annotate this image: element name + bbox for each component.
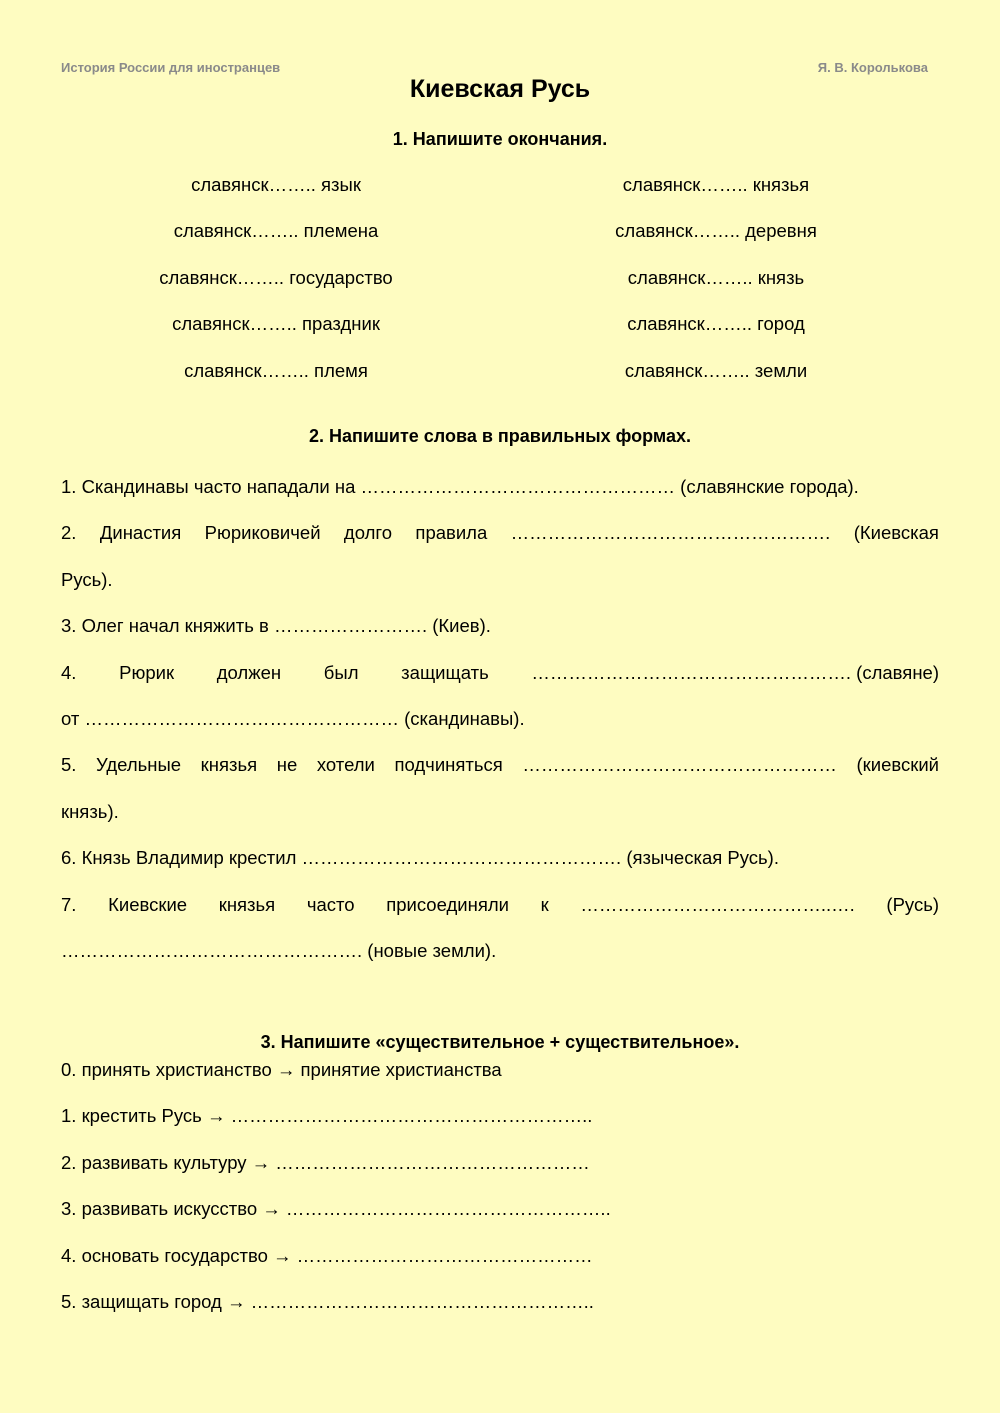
exercise-1-item: славянск…….. язык bbox=[191, 174, 361, 195]
word: был bbox=[323, 661, 359, 683]
word: Киевские bbox=[108, 893, 188, 915]
word: Рюриковичей bbox=[204, 522, 321, 544]
answer-blank: ……………………………………………. bbox=[510, 522, 831, 544]
word: 4. bbox=[61, 661, 77, 683]
answer-blank: ……………………………………………. (славяне) bbox=[531, 661, 939, 683]
page-title: Киевская Русь bbox=[409, 75, 591, 103]
word: к bbox=[540, 893, 549, 915]
exercise-3-item: 0. принять христианство → принятие христианства bbox=[61, 1059, 502, 1080]
sentence-4 bbox=[61, 660, 939, 706]
sentence-2-continuation: Русь). bbox=[61, 568, 113, 590]
word: (Русь) bbox=[886, 893, 939, 915]
word: подчиняться bbox=[394, 754, 503, 776]
exercise-1-right-column bbox=[476, 172, 956, 404]
word: Династия bbox=[99, 522, 182, 544]
exercise-2-heading: 2. Напишите слова в правильных формах. bbox=[308, 426, 692, 446]
exercise-1-heading: 1. Напишите окончания. bbox=[392, 129, 608, 149]
exercise-1-item: славянск…….. племя bbox=[184, 359, 368, 381]
word: правила bbox=[415, 522, 488, 544]
sentence-4-continuation: от …………………………………………… (скандинавы). bbox=[61, 707, 525, 729]
word: присоединяли bbox=[386, 893, 509, 915]
header-course-title: История России для иностранцев bbox=[61, 60, 281, 75]
word: защищать bbox=[401, 661, 489, 683]
exercise-3-item: 1. крестить Русь → ………………………………………………….. bbox=[61, 1105, 593, 1127]
word: 5. bbox=[61, 754, 77, 776]
exercise-3-item: 4. основать государство → ………………………………………… bbox=[61, 1244, 593, 1266]
word: (Киевская bbox=[853, 522, 939, 544]
word: хотели bbox=[316, 754, 375, 776]
sentence-7-continuation: …………………………………………. (новые земли). bbox=[61, 939, 497, 961]
word: долго bbox=[343, 522, 393, 544]
answer-blank: …………………………………..…. bbox=[580, 893, 855, 915]
exercise-1-item: славянск…….. племена bbox=[173, 220, 379, 242]
exercise-1-item: славянск…….. праздник bbox=[172, 313, 380, 335]
sentence-6: 6. Князь Владимир крестил ……………………………………………. (языческая Русь). bbox=[61, 847, 779, 869]
sentence-1: 1. Скандинавы часто нападали на …………………………………………… (славянские города). bbox=[61, 476, 859, 497]
word: не bbox=[276, 754, 298, 776]
word: Удельные bbox=[96, 754, 182, 776]
exercise-1-item: славянск…….. город bbox=[627, 313, 805, 335]
exercise-1-left-column bbox=[36, 172, 516, 404]
exercise-3-item: 3. развивать искусство → …………………………………………….. bbox=[61, 1198, 611, 1220]
exercise-3-item: 5. защищать город → ……………………………………………….. bbox=[61, 1290, 594, 1312]
sentence-7 bbox=[61, 892, 939, 938]
exercise-1-item: славянск…….. государство bbox=[159, 266, 393, 288]
exercise-3-heading: 3. Напишите «существительное + существительное». bbox=[260, 1032, 740, 1052]
sentence-3: 3. Олег начал княжить в ……………………. (Киев). bbox=[61, 615, 491, 637]
sentence-5 bbox=[61, 752, 939, 798]
word: князья bbox=[218, 893, 276, 915]
header-author: Я. В. Королькова bbox=[817, 60, 928, 75]
word: Рюрик bbox=[119, 661, 175, 683]
sentence-2 bbox=[61, 520, 939, 566]
word: 7. bbox=[61, 893, 77, 915]
exercise-3-item: 2. развивать культуру → …………………………………………… bbox=[61, 1151, 590, 1173]
exercise-3-items bbox=[61, 1057, 939, 1335]
word: часто bbox=[306, 893, 355, 915]
exercise-1-item: славянск…….. князь bbox=[627, 266, 805, 288]
word: (киевский bbox=[856, 754, 939, 776]
exercise-1-item: славянск…….. деревня bbox=[615, 220, 817, 242]
word: 2. bbox=[61, 522, 77, 544]
exercise-1-item: славянск…….. земли bbox=[624, 359, 808, 381]
word: князья bbox=[200, 754, 258, 776]
exercise-1-item: славянск…….. князья bbox=[622, 174, 810, 195]
word: должен bbox=[216, 661, 282, 683]
answer-blank: …………………………………………… bbox=[522, 754, 837, 776]
exercise-2-sentences bbox=[61, 474, 939, 984]
sentence-5-continuation: князь). bbox=[61, 800, 119, 822]
